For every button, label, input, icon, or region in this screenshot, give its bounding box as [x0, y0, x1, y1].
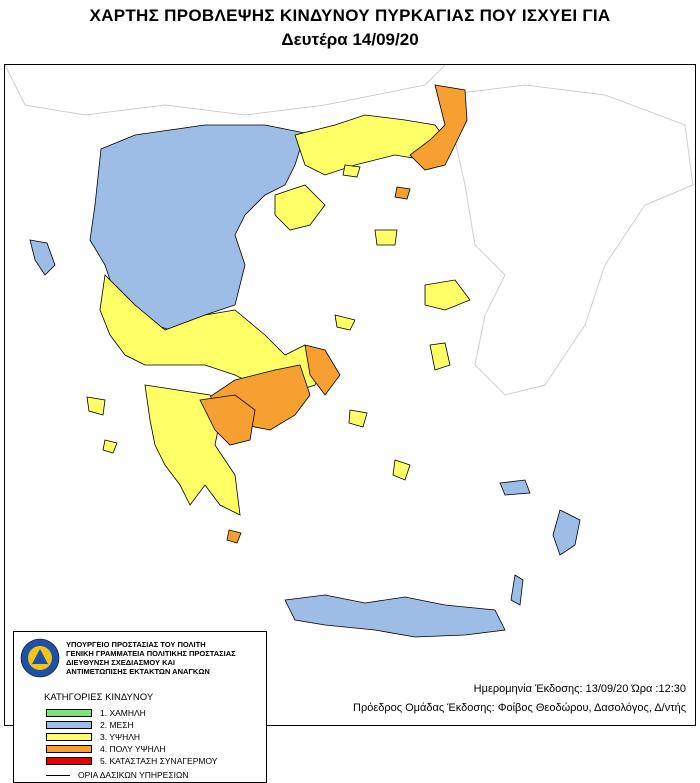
- legend-label: 3. ΥΨΗΛΗ: [100, 732, 141, 742]
- legend-item-low: [46, 708, 146, 718]
- region-samothraki: [343, 165, 360, 177]
- issue-author: Πρόεδρος Ομάδας Έκδοσης: Φοίβος Θεοδώρου, Δασολόγος, Δ/ντής: [353, 702, 686, 714]
- region-kos: [500, 480, 530, 495]
- legend-panel: [13, 631, 267, 783]
- region-kefalonia: [87, 397, 105, 415]
- legend-label: 2. ΜΕΣΗ: [100, 720, 134, 730]
- legend-heading: ΚΑΤΗΓΟΡΙΕΣ ΚΙΝΔΥΝΟΥ: [44, 692, 154, 703]
- boundary-line-icon: [46, 775, 70, 776]
- swatch-medium: [46, 721, 92, 729]
- legend-label: 1. ΧΑΜΗΛΗ: [100, 708, 146, 718]
- legend-item-very-high: [46, 744, 166, 754]
- ministry-line: ΥΠΟΥΡΓΕΙΟ ΠΡΟΣΤΑΣΙΑΣ ΤΟΥ ΠΟΛΙΤΗ: [66, 640, 206, 649]
- balkans-outline: [5, 65, 445, 115]
- swatch-alarm: [46, 757, 92, 765]
- greece-fire-risk-map: [5, 65, 695, 725]
- legend-item-high: [46, 732, 140, 742]
- swatch-low: [46, 709, 92, 717]
- map-frame: [4, 64, 696, 780]
- map-date: Δευτέρα 14/09/20: [281, 30, 419, 49]
- legend-item-medium: [46, 720, 134, 730]
- region-kythira: [227, 530, 241, 543]
- region-lesvos: [425, 280, 470, 310]
- map-title: ΧΑΡΤΗΣ ΠΡΟΒΛΕΨΗΣ ΚΙΝΔΥΝΟΥ ΠΥΡΚΑΓΙΑΣ ΠΟΥ ΙΣΧΥΕΙ ΓΙΑ: [89, 6, 611, 25]
- legend-item-boundary: [46, 770, 188, 780]
- region-evia: [305, 345, 340, 395]
- region-skiathos-evia-north: [335, 315, 355, 330]
- civil-protection-logo-icon: [20, 638, 60, 678]
- region-zakynthos: [103, 440, 117, 453]
- region-cyclades-naxos: [393, 460, 410, 480]
- legend-label: 4. ΠΟΛΥ ΥΨΗΛΗ: [100, 744, 166, 754]
- ministry-line: ΔΙΕΥΘΥΝΣΗ ΣΧΕΔΙΑΣΜΟΥ ΚΑΙ: [66, 658, 176, 667]
- region-karpathos: [511, 575, 523, 605]
- swatch-high: [46, 733, 92, 741]
- region-cyclades-andros: [349, 410, 367, 427]
- ministry-text: [66, 640, 266, 676]
- issue-date: Ημερομηνία Έκδοσης: 13/09/20 Ώρα :12:30: [473, 683, 686, 695]
- region-crete: [285, 595, 505, 637]
- legend-label: ΟΡΙΑ ΔΑΣΙΚΩΝ ΥΠΗΡΕΣΙΩΝ: [78, 770, 189, 780]
- ministry-line: ΑΝΤΙΜΕΤΩΠΙΣΗΣ ΕΚΤΑΚΤΩΝ ΑΝΑΓΚΩΝ: [66, 667, 210, 676]
- region-chios: [430, 343, 450, 370]
- region-lemnos: [375, 230, 397, 245]
- region-thasos: [395, 187, 410, 199]
- region-rhodes: [553, 510, 580, 555]
- legend-label: 5. ΚΑΤΑΣΤΑΣΗ ΣΥΝΑΓΕΡΜΟΥ: [100, 756, 218, 766]
- swatch-very-high: [46, 745, 92, 753]
- turkey-outline: [445, 85, 693, 395]
- region-corfu: [30, 240, 55, 275]
- legend-item-alarm: [46, 756, 217, 766]
- region-chalkidiki: [275, 185, 325, 230]
- ministry-line: ΓΕΝΙΚΗ ΓΡΑΜΜΑΤΕΙΑ ΠΟΛΙΤΙΚΗΣ ΠΡΟΣΤΑΣΙΑΣ: [66, 649, 236, 658]
